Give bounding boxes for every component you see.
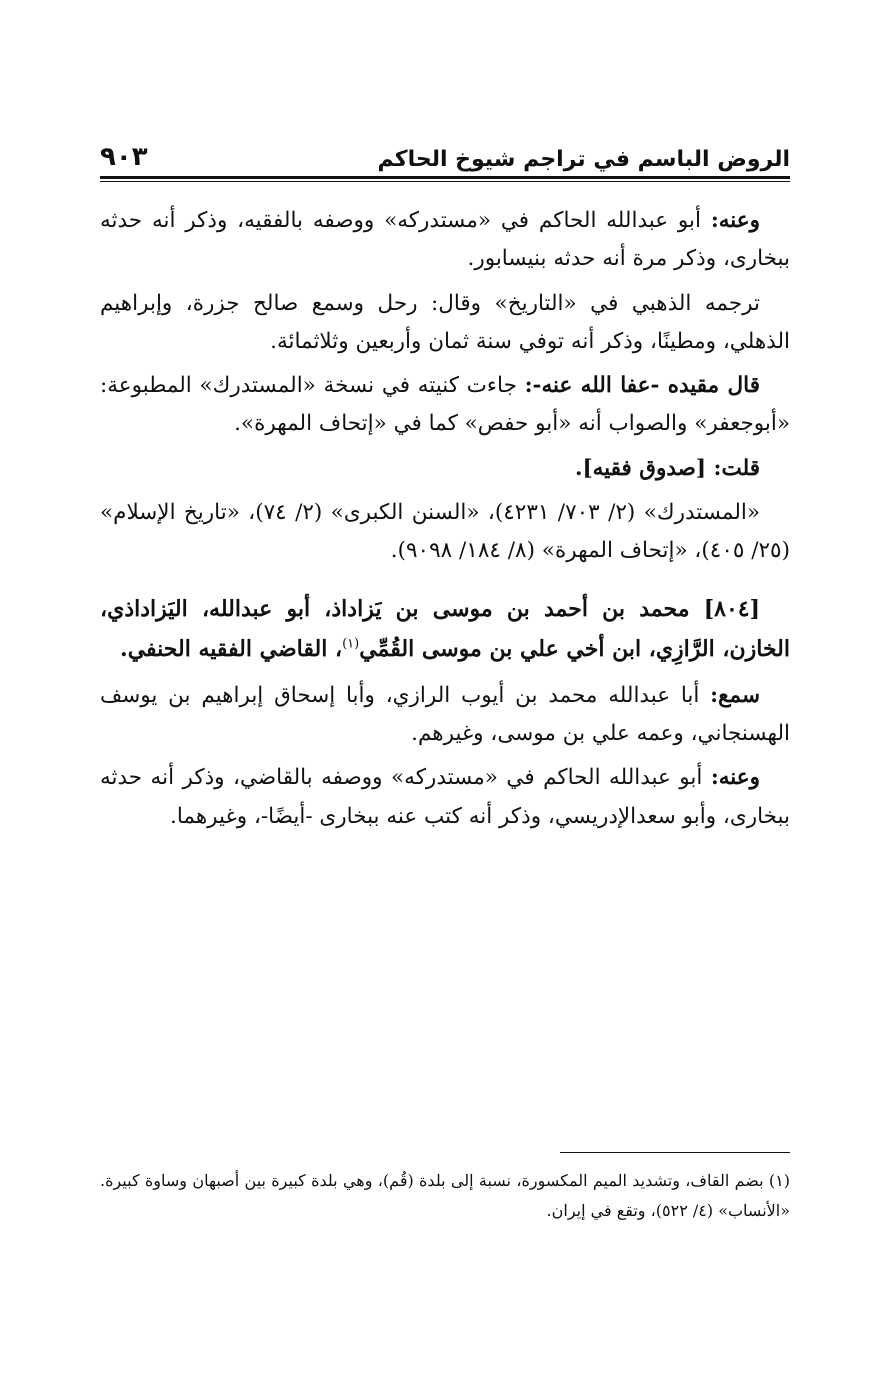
footnote — [100, 1166, 790, 1227]
paragraph-text: أبو عبدالله الحاكم في «مستدركه» ووصفه بالفقيه، وذكر أنه حدثه ببخارى، وذكر مرة أنه حدثه بنيسابور. — [100, 208, 790, 272]
paragraph — [100, 202, 790, 279]
entry-title-end: ، القاضي الفقيه الحنفي. — [120, 635, 343, 662]
entry-heading — [100, 590, 790, 668]
paragraph — [100, 285, 790, 362]
paragraph-text: أبو عبدالله الحاكم في «مستدركه» ووصفه بالقاضي، وذكر أنه حدثه ببخارى، وأبو سعدالإدريسي، وذكر أنه كتب عنه ببخارى -أيضًا-، وغيرهما. — [100, 765, 790, 829]
paragraph-text: أبا عبدالله محمد بن أيوب الرازي، وأبا إسحاق إبراهيم بن يوسف الهسنجاني، وعمه علي بن موسى، وغيرهم. — [100, 682, 790, 746]
paragraph-text: ترجمه الذهبي في «التاريخ» وقال: رحل وسمع صالح جزرة، وإبراهيم الذهلي، ومطينًا، وذكر أنه توفي سنة ثمان وأربعين وثلاثمائة. — [100, 290, 790, 354]
paragraph — [100, 759, 790, 836]
paragraph-lead: وعنه: — [710, 208, 760, 233]
paragraph-lead: قلت: [صدوق فقيه]. — [574, 455, 760, 481]
paragraph-text: «المستدرك» (٢/ ٧٠٣/ ٤٢٣١)، «السنن الكبرى» (٢/ ٧٤)، «تاريخ الإسلام» (٢٥/ ٤٠٥)، «إتحاف المهرة» (٨/ ١٨٤/ ٩٠٩٨). — [100, 499, 790, 564]
paragraph — [100, 677, 790, 754]
entry-title: [٨٠٤] محمد بن أحمد بن موسى بن يَزاداذ، أبو عبدالله، اليَزاداذي، الخازن، الرَّازِي، ابن أخي علي بن موسى القُمِّي — [100, 596, 790, 662]
book-title: الروض الباسم في تراجم شيوخ الحاكم — [377, 147, 790, 172]
paragraph-lead: سمع: — [710, 682, 760, 708]
paragraph — [100, 367, 790, 444]
main-text — [100, 202, 790, 836]
running-header — [100, 120, 790, 172]
paragraph-lead: وعنه: — [710, 765, 760, 791]
page-body — [100, 120, 790, 842]
page-number: ٩٠٣ — [100, 142, 148, 172]
header-rule-thick — [100, 176, 790, 179]
paragraph-lead: قال مقيده -عفا الله عنه-: — [524, 373, 760, 399]
footnote-separator — [560, 1152, 790, 1153]
paragraph — [100, 450, 790, 488]
header-rule-thin — [100, 181, 790, 182]
footnote-text: (١) بضم القاف، وتشديد الميم المكسورة، نسبة إلى بلدة (قُم)، وهي بلدة كبيرة بين أصبهان وساوة كبيرة. «الأنساب» (٤/ ٥٢٢)، وتقع في إيران. — [100, 1171, 790, 1221]
footnote-reference: (١) — [342, 636, 360, 652]
paragraph — [100, 494, 790, 571]
paragraph-text: جاءت كنيته في نسخة «المستدرك» المطبوعة: «أبوجعفر» والصواب أنه «أبو حفص» كما في «إتحاف المهرة». — [100, 373, 790, 437]
